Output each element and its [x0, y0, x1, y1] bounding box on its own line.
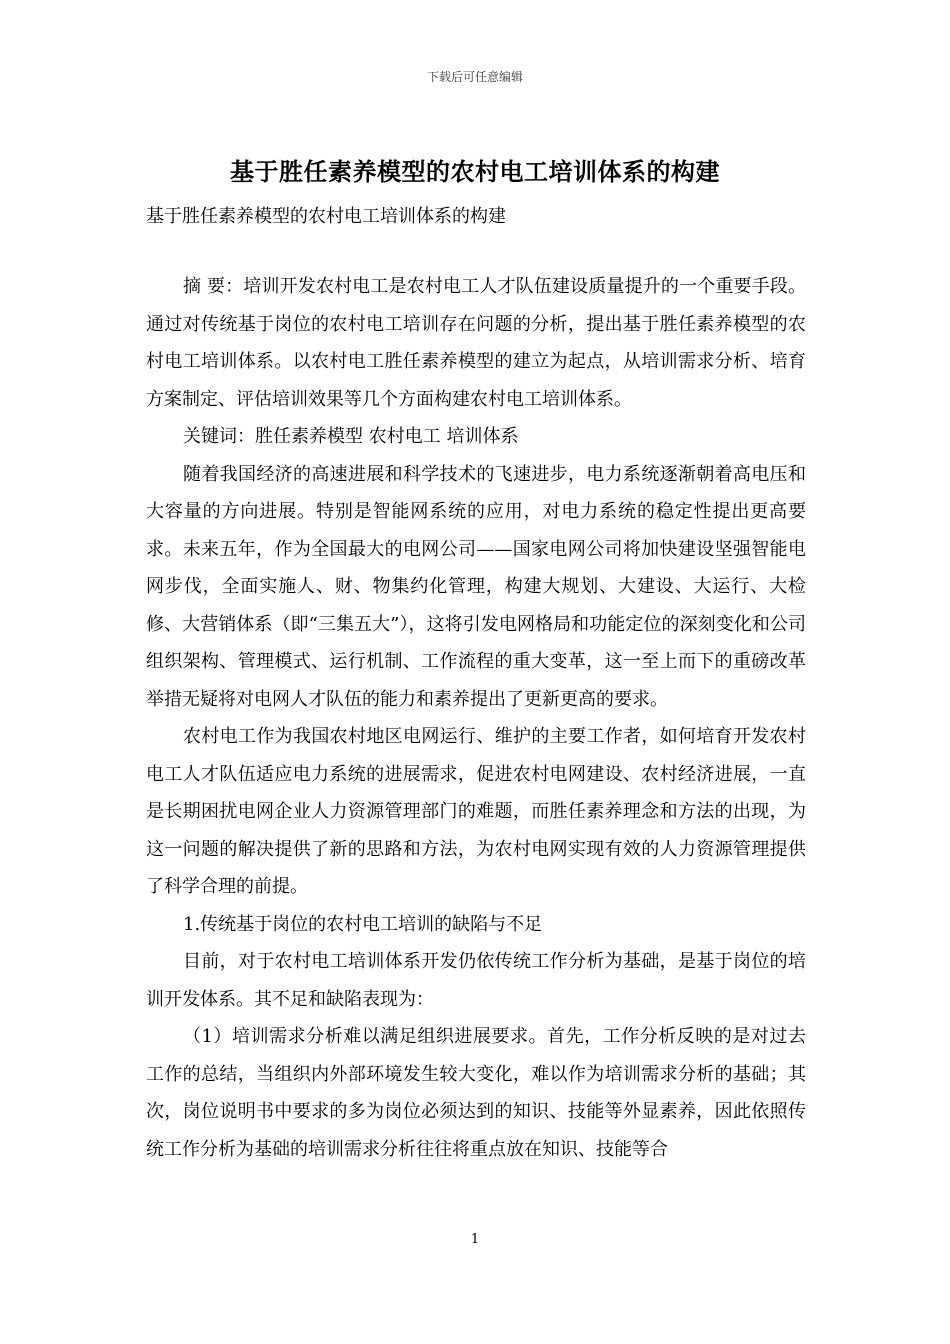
document-title: 基于胜任素养模型的农村电工培训体系的构建 [230, 157, 720, 186]
document-body [146, 268, 806, 1168]
keywords-paragraph: 关键词：胜任素养模型 农村电工 培训体系 [183, 426, 519, 447]
body-paragraph: 农村电工作为我国农村地区电网运行、维护的主要工作者，如何培育开发农村电工人才队伍适应电力系统的进展需求，促进农村电网建设、农村经济进展，一直是长期困扰电网企业人力资源管理部门的难题，而胜任素养理念和方法的出现，为这一问题的解决提供了新的思路和方法，为农村电网实现有效的人力资源管理提供了科学合理的前提。 [146, 726, 806, 897]
document-subtitle: 基于胜任素养模型的农村电工培训体系的构建 [146, 206, 506, 227]
section-heading: 1.传统基于岗位的农村电工培训的缺陷与不足 [183, 913, 543, 935]
abstract-paragraph: 摘 要：培训开发农村电工是农村电工人才队伍建设质量提升的一个重要手段。通过对传统基于岗位的农村电工培训存在问题的分析，提出基于胜任素养模型的农村电工培训体系。以农村电工胜任素养模型的建立为起点，从培训需求分析、培育方案制定、评估培训效果等几个方面构建农村电工培训体系。 [146, 276, 806, 410]
body-paragraph: 随着我国经济的高速进展和科学技术的飞速进步，电力系统逐渐朝着高电压和大容量的方向进展。特别是智能网系统的应用，对电力系统的稳定性提出更高要求。未来五年，作为全国最大的电网公司——国家电网公司将加快建设坚强智能电网步伐，全面实施人、财、物集约化管理，构建大规划、大建设、大运行、大检修、大营销体系（即“三集五大”），这将引发电网格局和功能定位的深刻变化和公司组织架构、管理模式、运行机制、工作流程的重大变革，这一至上而下的重磅改革举措无疑将对电网人才队伍的能力和素养提出了更新更高的要求。 [146, 463, 806, 710]
header-note: 下载后可任意编辑 [426, 70, 523, 84]
body-paragraph: （1）培训需求分析难以满足组织进展要求。首先，工作分析反映的是对过去工作的总结，当组织内外部环境发生较大变化，难以作为培训需求分析的基础；其次，岗位说明书中要求的多为岗位必须达到的知识、技能等外显素养，因此依照传统工作分析为基础的培训需求分析往往将重点放在知识、技能等合 [146, 1026, 806, 1160]
page-number: 1 [470, 1232, 480, 1247]
body-paragraph: 目前，对于农村电工培训体系开发仍依传统工作分析为基础，是基于岗位的培训开发体系。其不足和缺陷表现为： [146, 951, 806, 1010]
